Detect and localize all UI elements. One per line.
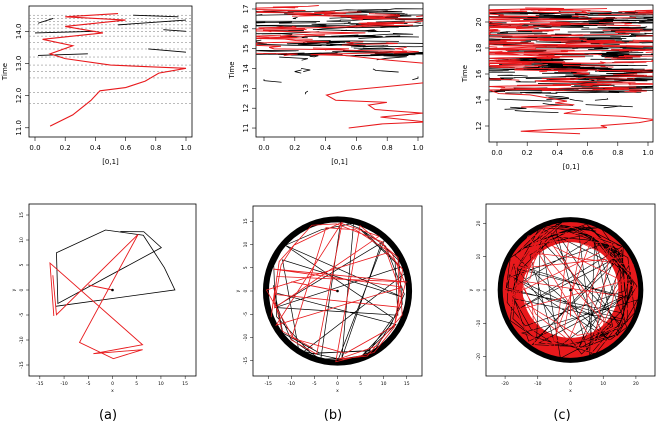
plot-area — [256, 6, 425, 129]
black-trajectory — [264, 79, 282, 82]
y-tick-label: 13 — [242, 83, 250, 93]
black-trajectory — [256, 22, 316, 23]
x-tick-label: 0.4 — [89, 144, 101, 152]
x-tick-label: 0 — [336, 382, 339, 387]
y-axis-label: Time — [1, 62, 9, 81]
y-tick-label: -10 — [477, 319, 482, 328]
red-trajectory — [489, 63, 531, 65]
x-axis-label: x — [111, 389, 114, 394]
black-trajectory — [301, 68, 310, 71]
black-trajectory — [256, 21, 320, 22]
y-tick-label: 5 — [20, 263, 25, 267]
black-trajectory — [500, 32, 542, 33]
x-tick-label: -15 — [264, 382, 272, 387]
red-trajectory — [628, 83, 655, 85]
y-tick-label: 20 — [475, 17, 483, 27]
x-tick-label: 15 — [182, 382, 189, 387]
y-tick-label: 5 — [244, 266, 249, 270]
x-axis-label: x — [569, 389, 572, 394]
y-tick-label: -15 — [20, 361, 25, 369]
black-trajectory — [327, 21, 351, 23]
y-tick-label: -15 — [244, 357, 249, 365]
x-tick-label: 0.2 — [59, 144, 71, 152]
x-tick-label: 0.6 — [120, 144, 132, 152]
black-trajectory — [627, 77, 655, 78]
y-tick-label: 14 — [475, 95, 483, 105]
y-tick-label: 14.0 — [15, 23, 23, 40]
x-axis-label: [0,1] — [102, 158, 119, 166]
red-trajectory — [395, 47, 407, 49]
y-tick-label: 16 — [475, 69, 483, 79]
y-axis-label: y — [469, 288, 474, 292]
y-tick-label: 13.0 — [15, 55, 23, 72]
x-tick-label: 0.8 — [612, 149, 624, 157]
black-trajectory — [373, 69, 399, 72]
x-axis-label: [0,1] — [331, 158, 348, 166]
caption-b: (b) — [323, 408, 343, 423]
x-tick-label: -5 — [312, 382, 317, 387]
red-trajectory — [625, 91, 647, 93]
x-tick-label: -15 — [36, 382, 44, 387]
y-tick-label: 15 — [20, 212, 25, 218]
x-tick-label: 10 — [380, 382, 387, 387]
x-tick-label: -10 — [287, 382, 296, 387]
black-trajectory — [497, 34, 547, 35]
black-trajectory — [118, 20, 186, 25]
black-trajectory — [586, 105, 633, 107]
panel-c — [461, 5, 656, 171]
y-tick-label: 10 — [477, 253, 482, 260]
x-tick-label: 5 — [359, 382, 363, 387]
black-trajectory — [595, 98, 608, 100]
y-tick-label: 14 — [242, 64, 250, 73]
black-trajectory — [359, 46, 425, 47]
plot-area — [489, 8, 655, 134]
red-trajectory — [572, 16, 588, 18]
y-tick-label: 20 — [477, 220, 482, 227]
y-tick-label: 10 — [244, 241, 249, 248]
y-tick-label: 12 — [475, 121, 483, 131]
x-tick-label: 0.6 — [350, 144, 362, 152]
black-trajectory — [38, 54, 88, 56]
y-tick-label: 0 — [477, 288, 482, 292]
black-trajectory — [412, 77, 418, 80]
y-tick-label: 15 — [244, 218, 249, 225]
black-trajectory — [570, 99, 584, 101]
x-tick-label: 10 — [600, 382, 607, 387]
x-tick-label: 15 — [403, 382, 410, 387]
x-tick-label: 10 — [158, 382, 164, 387]
red-trajectory — [635, 10, 656, 12]
y-tick-label: 11.0 — [15, 119, 23, 136]
black-trajectory — [305, 91, 308, 94]
black-trajectory — [295, 70, 302, 73]
caption-c: (c) — [553, 408, 571, 423]
x-tick-label: 0.4 — [320, 144, 332, 152]
panel-a-circle — [12, 204, 196, 394]
x-tick-label: -10 — [534, 382, 542, 387]
y-tick-label: 15 — [242, 44, 250, 54]
x-tick-label: 0.2 — [521, 149, 533, 157]
black-trajectory — [256, 50, 298, 51]
y-tick-label: 17 — [242, 4, 250, 14]
y-tick-label: 18 — [475, 43, 483, 53]
y-tick-label: 16 — [242, 24, 250, 34]
x-tick-label: 1.0 — [412, 144, 424, 152]
black-trajectory — [598, 27, 631, 28]
black-trajectory — [514, 77, 566, 78]
panel-a — [1, 6, 192, 166]
black-trajectory — [358, 8, 426, 11]
x-tick-label: 0 — [569, 382, 572, 387]
x-tick-label: -5 — [86, 382, 91, 387]
red-trajectory — [615, 31, 652, 33]
y-axis-label: y — [12, 288, 17, 292]
panel-b — [228, 3, 426, 166]
panels — [1, 3, 656, 394]
center-point — [111, 289, 114, 292]
y-tick-label: 12 — [242, 103, 250, 113]
black-trajectory — [639, 21, 653, 22]
x-tick-label: 0.0 — [29, 144, 41, 152]
red-trajectory — [361, 23, 404, 25]
y-axis-label: Time — [461, 64, 469, 83]
black-trajectory — [515, 111, 559, 113]
x-tick-label: 0.8 — [381, 144, 393, 152]
x-tick-label: 0.4 — [551, 149, 563, 157]
black-trajectory — [623, 48, 656, 49]
y-tick-label: -5 — [244, 311, 249, 317]
y-tick-label: 12.0 — [15, 87, 23, 104]
black-trajectory — [498, 75, 528, 76]
y-tick-label: -5 — [20, 312, 25, 318]
x-tick-label: 0.6 — [582, 149, 594, 157]
x-tick-label: -20 — [501, 382, 509, 387]
x-tick-label: 1.0 — [642, 149, 654, 157]
x-tick-label: 1.0 — [180, 144, 192, 152]
x-tick-label: 0 — [111, 382, 114, 387]
y-tick-label: 0 — [244, 289, 249, 293]
x-tick-label: 5 — [135, 382, 139, 387]
x-tick-label: 20 — [633, 382, 639, 387]
x-tick-label: 0.8 — [150, 144, 162, 152]
black-trajectory — [339, 33, 413, 36]
black-trajectory — [313, 29, 390, 31]
black-trajectory — [133, 15, 178, 17]
x-axis-label: [0,1] — [562, 163, 580, 171]
y-tick-label: -20 — [477, 352, 482, 361]
center-point — [569, 289, 572, 292]
black-trajectory — [489, 35, 512, 36]
panel-b-circle — [236, 206, 422, 394]
red-trajectory — [646, 51, 656, 53]
black-trajectory — [56, 230, 175, 306]
x-tick-label: 0.0 — [258, 144, 270, 152]
y-tick-label: -10 — [244, 333, 249, 342]
y-axis-label: y — [236, 289, 241, 293]
black-trajectory — [256, 25, 369, 26]
center-point — [336, 290, 339, 293]
y-tick-label: 11 — [242, 123, 250, 133]
black-trajectory — [148, 49, 186, 52]
black-trajectory — [293, 18, 297, 19]
red-trajectory — [43, 14, 186, 127]
red-trajectory — [490, 27, 534, 29]
x-tick-label: -10 — [60, 382, 68, 387]
caption-a: (a) — [98, 408, 118, 423]
x-axis-label: x — [336, 389, 339, 394]
y-tick-label: 0 — [20, 288, 25, 292]
plot-area — [29, 14, 192, 127]
panel-c-circle — [469, 204, 655, 394]
y-axis-label: Time — [228, 61, 236, 79]
red-trajectory — [489, 46, 497, 48]
x-tick-label: 0.0 — [491, 149, 503, 157]
x-tick-label: 0.2 — [289, 144, 301, 152]
black-trajectory — [279, 57, 308, 60]
black-trajectory — [516, 81, 536, 82]
black-trajectory — [497, 99, 552, 101]
red-trajectory — [614, 60, 655, 62]
black-trajectory — [38, 18, 53, 23]
y-tick-label: -10 — [20, 336, 25, 344]
y-tick-label: 10 — [20, 237, 25, 243]
